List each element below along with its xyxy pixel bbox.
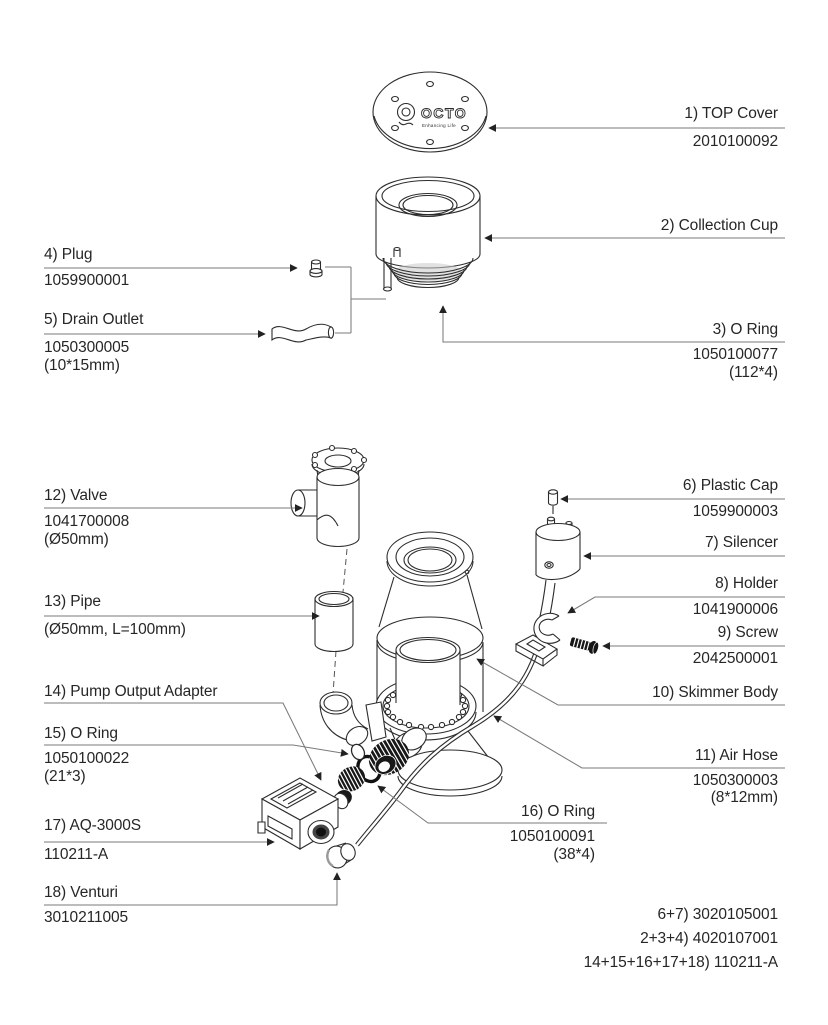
part4-label: 4) Plug [44, 246, 93, 263]
part9-code: 2042500001 [692, 650, 778, 667]
combo-code-2: 2+3+4) 4020107001 [640, 930, 778, 947]
part5-code: 1050300005 [44, 339, 130, 356]
valve-drawing [291, 446, 367, 547]
part11-spec: (8*12mm) [710, 789, 778, 806]
part1-code: 2010100092 [692, 133, 778, 150]
screw-drawing [569, 635, 600, 655]
part7-label: 7) Silencer [705, 534, 778, 551]
collection-cup-drawing [376, 177, 480, 291]
part5-label: 5) Drain Outlet [44, 311, 144, 328]
part13-spec: (Ø50mm, L=100mm) [44, 621, 186, 638]
logo-tagline-text: Enhancing Life [422, 123, 456, 128]
centerline-dashed [333, 549, 347, 694]
part17-code: 110211-A [44, 846, 109, 863]
part14-label: 14) Pump Output Adapter [44, 683, 218, 700]
top-cover-drawing [373, 72, 487, 152]
part12-code: 1041700008 [44, 513, 130, 530]
part11-label: 11) Air Hose [695, 747, 778, 764]
part10-label: 10) Skimmer Body [652, 684, 778, 701]
part18-code: 3010211005 [44, 909, 129, 926]
plug-drawing [310, 260, 322, 277]
part15-spec: (21*3) [44, 768, 86, 785]
part9-label: 9) Screw [717, 624, 778, 641]
part6-code: 1059900003 [692, 503, 778, 520]
pump-drawing [258, 778, 351, 849]
logo-brand-text: OCTO [421, 105, 468, 121]
bracket-lines [325, 267, 386, 333]
part3-code: 1050100077 [692, 346, 778, 363]
part3-spec: (112*4) [729, 364, 778, 381]
skimmer-body-drawing [320, 532, 502, 796]
part16-label: 16) O Ring [521, 803, 595, 820]
part16-code: 1050100091 [509, 828, 595, 845]
riser-tube [396, 638, 460, 706]
part4-code: 1059900001 [44, 272, 130, 289]
part6-label: 6) Plastic Cap [682, 477, 778, 494]
part13-label: 13) Pipe [44, 593, 101, 610]
part3-label: 3) O Ring [712, 321, 778, 338]
part8-label: 8) Holder [715, 575, 778, 592]
venturi-drawing [324, 842, 358, 871]
combo-code-3: 14+15+16+17+18) 110211-A [583, 954, 778, 971]
holder-drawing [516, 613, 560, 666]
part2-label: 2) Collection Cup [660, 217, 778, 234]
part8-code: 1041900006 [692, 601, 778, 618]
plastic-cap-drawing [549, 490, 558, 514]
silencer-drawing [536, 517, 580, 624]
part1-label: 1) TOP Cover [684, 105, 778, 122]
drain-outlet-drawing [272, 324, 334, 342]
part18-label: 18) Venturi [44, 884, 118, 901]
part11-code: 1050300003 [692, 772, 778, 789]
part12-spec: (Ø50mm) [44, 531, 109, 548]
combo-code-1: 6+7) 3020105001 [657, 906, 778, 923]
part17-label: 17) AQ-3000S [44, 817, 142, 834]
part12-label: 12) Valve [44, 487, 108, 504]
pipe-drawing [315, 592, 353, 652]
part15-label: 15) O Ring [44, 725, 118, 742]
part16-spec: (38*4) [553, 846, 595, 863]
part5-spec: (10*15mm) [44, 357, 120, 374]
leader-lines [44, 128, 785, 905]
part15-code: 1050100022 [44, 750, 130, 767]
